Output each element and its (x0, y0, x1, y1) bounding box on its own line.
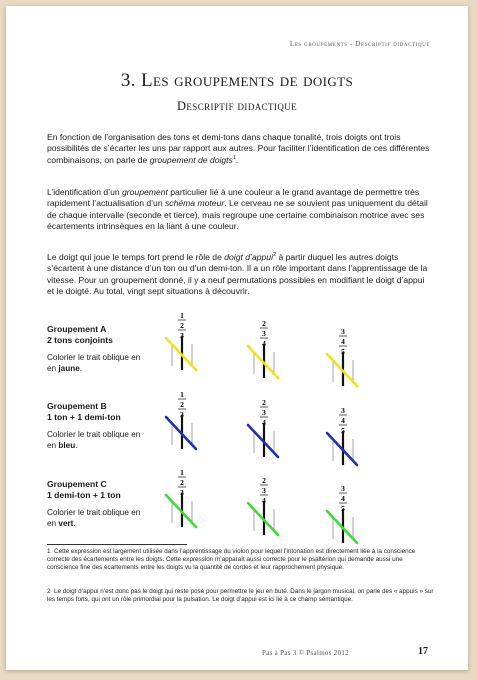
finger-number: 3 (262, 329, 266, 338)
finger-number: 4 (341, 416, 345, 425)
footnote-ref-1[interactable]: 1 (232, 154, 236, 161)
paragraph-identification: L’identification d’un groupement particulier lié à une couleur a le grand avantage de permettre très rapidement l’actualisation d’un schéma moteur. Le cerveau ne se souvient pas uniquement du détail de chaque intervalle (seconde et tierce), mais regroupe une certaine combinaison motrice avec ses écartements intrinsèques en la liant à une couleur. (47, 187, 428, 231)
finger-diagram (147, 310, 217, 384)
finger-numbers (339, 406, 347, 435)
finger-numbers (260, 476, 268, 505)
finger-diagram (229, 310, 299, 384)
finger-numbers (260, 319, 268, 348)
finger-diagram (229, 389, 299, 463)
paragraph-intro: En fonction de l’organisation des tons et demi-tons dans chaque tonalité, trois doigts ont trois possibilités de s’écarter les uns par rapport aux autres. Pour faciliter l’identification de ces différentes combinaisons, on parle de groupement de doigts$^1$. (47, 132, 430, 165)
chapter-title: 3. Les groupements de doigts (120, 70, 354, 91)
finger-number: 4 (341, 337, 345, 346)
finger-number: 5 (341, 504, 345, 513)
finger-numbers (339, 484, 347, 513)
finger-diagram (147, 389, 217, 463)
finger-number: 3 (341, 406, 345, 415)
finger-number: 2 (180, 321, 184, 330)
paragraph-doigt-appui: Le doigt qui joue le temps fort prend le rôle de doigt d’appui$^2$ à partir duquel les autres doigts s’écartent à une distance d’un ton ou d’un demi-ton. Il a un rôle important dans l’apprentissage de la vitesse. Pour un groupement donné, il y a neuf permutations possibles en modifiant le doigt d’appui et le doigté. Au total, vingt sept situations à découvrir. (47, 252, 428, 296)
finger-number: 4 (341, 494, 345, 503)
page-number: 17 (418, 646, 428, 657)
running-head: Les groupements - Descriptif didactique (289, 40, 430, 48)
group-c-title: Groupement C 1 demi-ton + 1 ton (47, 479, 121, 501)
finger-numbers (339, 327, 347, 356)
finger-number: 2 (180, 400, 184, 409)
finger-number: 2 (262, 398, 266, 407)
finger-number: 4 (262, 339, 266, 348)
footnote-1: 1 Cette expression est largement utilisée dans l’apprentissage du violon pour lequel l’intonation est directement liée à la conscience correcte des écartements entre les doigts. Cette expression m’apparaît aussi correcte pour le psaltérion qui demande aussi une conscience fine des écartements entre les doigts vu la quantité de cordes et leur rapprochement physique. (47, 548, 416, 572)
footnote-ref-2[interactable]: 2 (273, 252, 277, 259)
finger-diagram (229, 467, 299, 541)
finger-diagram (308, 389, 378, 463)
group-a-title: Groupement A 2 tons conjoints (47, 324, 113, 346)
finger-diagram (308, 310, 378, 384)
finger-number: 3 (341, 327, 345, 336)
finger-diagram (308, 467, 378, 541)
footer-credit: Pas à Pas 3 © Psalmos 2012 (262, 649, 350, 657)
finger-numbers (260, 398, 268, 427)
finger-number: 3 (262, 408, 266, 417)
finger-numbers (178, 468, 186, 497)
group-a-instruction: Colorier le trait oblique en en jaune. (47, 353, 141, 373)
finger-number: 1 (180, 311, 184, 320)
finger-number: 3 (180, 488, 184, 497)
group-b-instruction: Colorier le trait oblique en en bleu. (47, 430, 141, 450)
finger-number: 5 (341, 426, 345, 435)
finger-number: 3 (180, 410, 184, 419)
group-c-instruction: Colorier le trait oblique en en vert. (47, 508, 141, 528)
finger-number: 2 (262, 319, 266, 328)
finger-number: 3 (180, 331, 184, 340)
finger-number: 1 (180, 468, 184, 477)
book-page (6, 6, 468, 670)
chapter-subtitle: Descriptif didactique (176, 99, 298, 113)
finger-number: 4 (262, 418, 266, 427)
finger-number: 2 (262, 476, 266, 485)
group-b-title: Groupement B 1 ton + 1 demi-ton (47, 401, 121, 423)
finger-number: 4 (262, 496, 266, 505)
finger-numbers (178, 311, 186, 340)
finger-numbers (178, 390, 186, 419)
finger-number: 2 (180, 478, 184, 487)
finger-number: 3 (262, 486, 266, 495)
finger-number: 1 (180, 390, 184, 399)
term-groupement-de-doigts: groupement de doigts (149, 154, 233, 165)
footnote-separator (47, 544, 187, 545)
finger-number: 5 (341, 347, 345, 356)
finger-diagram (147, 467, 217, 541)
footnote-2: 2 Le doigt d’appui n’est donc pas le doigt qui reste posé pour permettre le jeu en buté. Dans le jargon musical, on parle des « appuis » sur les temps forts, qui ont un rôle primordial pour la pulsation. Le doigt d’appui est ici lié à ce champ sémantique. (47, 588, 434, 604)
finger-number: 3 (341, 484, 345, 493)
